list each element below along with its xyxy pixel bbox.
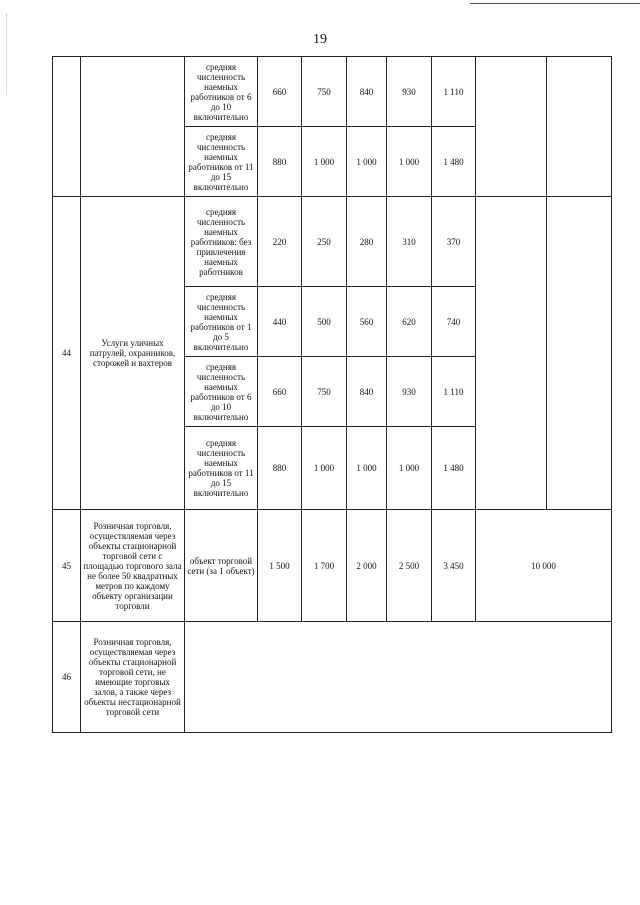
criterion-cell: средняя численность наемных работников от 11 до 15 включительно bbox=[185, 427, 258, 510]
value-cell: 660 bbox=[258, 57, 302, 127]
value-cell: 1 000 bbox=[302, 127, 347, 197]
service-cell bbox=[81, 57, 185, 197]
value-cell: 930 bbox=[387, 57, 432, 127]
value-cell: 1 480 bbox=[432, 127, 476, 197]
value-cell: 1 000 bbox=[347, 427, 387, 510]
row-number-cell bbox=[53, 57, 81, 197]
criterion-cell: средняя численность наемных работников от 1 до 5 включительно bbox=[185, 287, 258, 357]
value-cell: 750 bbox=[302, 357, 347, 427]
table-row bbox=[53, 510, 612, 622]
value-cell: 2 500 bbox=[387, 510, 432, 622]
value-cell: 840 bbox=[347, 357, 387, 427]
value-cell: 280 bbox=[347, 197, 387, 287]
value-cell: 1 700 bbox=[302, 510, 347, 622]
value-cell: 750 bbox=[302, 57, 347, 127]
page-number: 19 bbox=[313, 32, 327, 47]
value-cell: 1 000 bbox=[347, 127, 387, 197]
value-cell: 1 110 bbox=[432, 57, 476, 127]
criterion-cell: средняя численность наемных работников: без привлечения наемных работников bbox=[185, 197, 258, 287]
criterion-cell: средняя численность наемных работников от 6 до 10 включительно bbox=[185, 57, 258, 127]
value-cell: 930 bbox=[387, 357, 432, 427]
value-cell: 840 bbox=[347, 57, 387, 127]
value-cell: 1 110 bbox=[432, 357, 476, 427]
extra-cell bbox=[547, 197, 612, 510]
criterion-cell: средняя численность наемных работников от 6 до 10 включительно bbox=[185, 357, 258, 427]
top-rule bbox=[470, 3, 640, 4]
value-cell: 740 bbox=[432, 287, 476, 357]
merged-value-cell: 10 000 bbox=[476, 510, 612, 622]
table-row bbox=[53, 622, 612, 733]
value-cell: 500 bbox=[302, 287, 347, 357]
value-cell: 880 bbox=[258, 127, 302, 197]
value-cell: 2 000 bbox=[347, 510, 387, 622]
service-cell: Услуги уличных патрулей, охранников, сторожей и вахтеров bbox=[81, 197, 185, 510]
value-cell: 1 000 bbox=[387, 127, 432, 197]
value-cell: 880 bbox=[258, 427, 302, 510]
extra-cell bbox=[476, 197, 547, 510]
value-cell: 310 bbox=[387, 197, 432, 287]
row-number-cell: 46 bbox=[53, 622, 81, 733]
extra-cell bbox=[476, 57, 547, 197]
value-cell: 1 500 bbox=[258, 510, 302, 622]
value-cell: 620 bbox=[387, 287, 432, 357]
criterion-cell: средняя численность наемных работников от 11 до 15 включительно bbox=[185, 127, 258, 197]
row-number-cell: 45 bbox=[53, 510, 81, 622]
tariff-table bbox=[52, 56, 612, 733]
row-number-cell: 44 bbox=[53, 197, 81, 510]
value-cell: 440 bbox=[258, 287, 302, 357]
extra-cell bbox=[547, 57, 612, 197]
value-cell: 220 bbox=[258, 197, 302, 287]
table-row bbox=[53, 197, 612, 287]
value-cell: 1 000 bbox=[387, 427, 432, 510]
value-cell: 1 000 bbox=[302, 427, 347, 510]
value-cell: 370 bbox=[432, 197, 476, 287]
scan-margin-marks bbox=[6, 14, 9, 94]
criterion-cell: объект торговой сети (за 1 объект) bbox=[185, 510, 258, 622]
empty-merged-cell bbox=[185, 622, 612, 733]
value-cell: 560 bbox=[347, 287, 387, 357]
service-cell: Розничная торговля, осуществляемая через объекты стационарной торговой сети с площадью торгового зала не более 50 квадратных метров по каждому объекту организации торговли bbox=[81, 510, 185, 622]
value-cell: 660 bbox=[258, 357, 302, 427]
value-cell: 250 bbox=[302, 197, 347, 287]
value-cell: 1 480 bbox=[432, 427, 476, 510]
value-cell: 3 450 bbox=[432, 510, 476, 622]
service-cell: Розничная торговля, осуществляемая через объекты стационарной торговой сети, не имеющие торговых залов, а также через объекты нестационарной торговой сети bbox=[81, 622, 185, 733]
table-row bbox=[53, 57, 612, 127]
